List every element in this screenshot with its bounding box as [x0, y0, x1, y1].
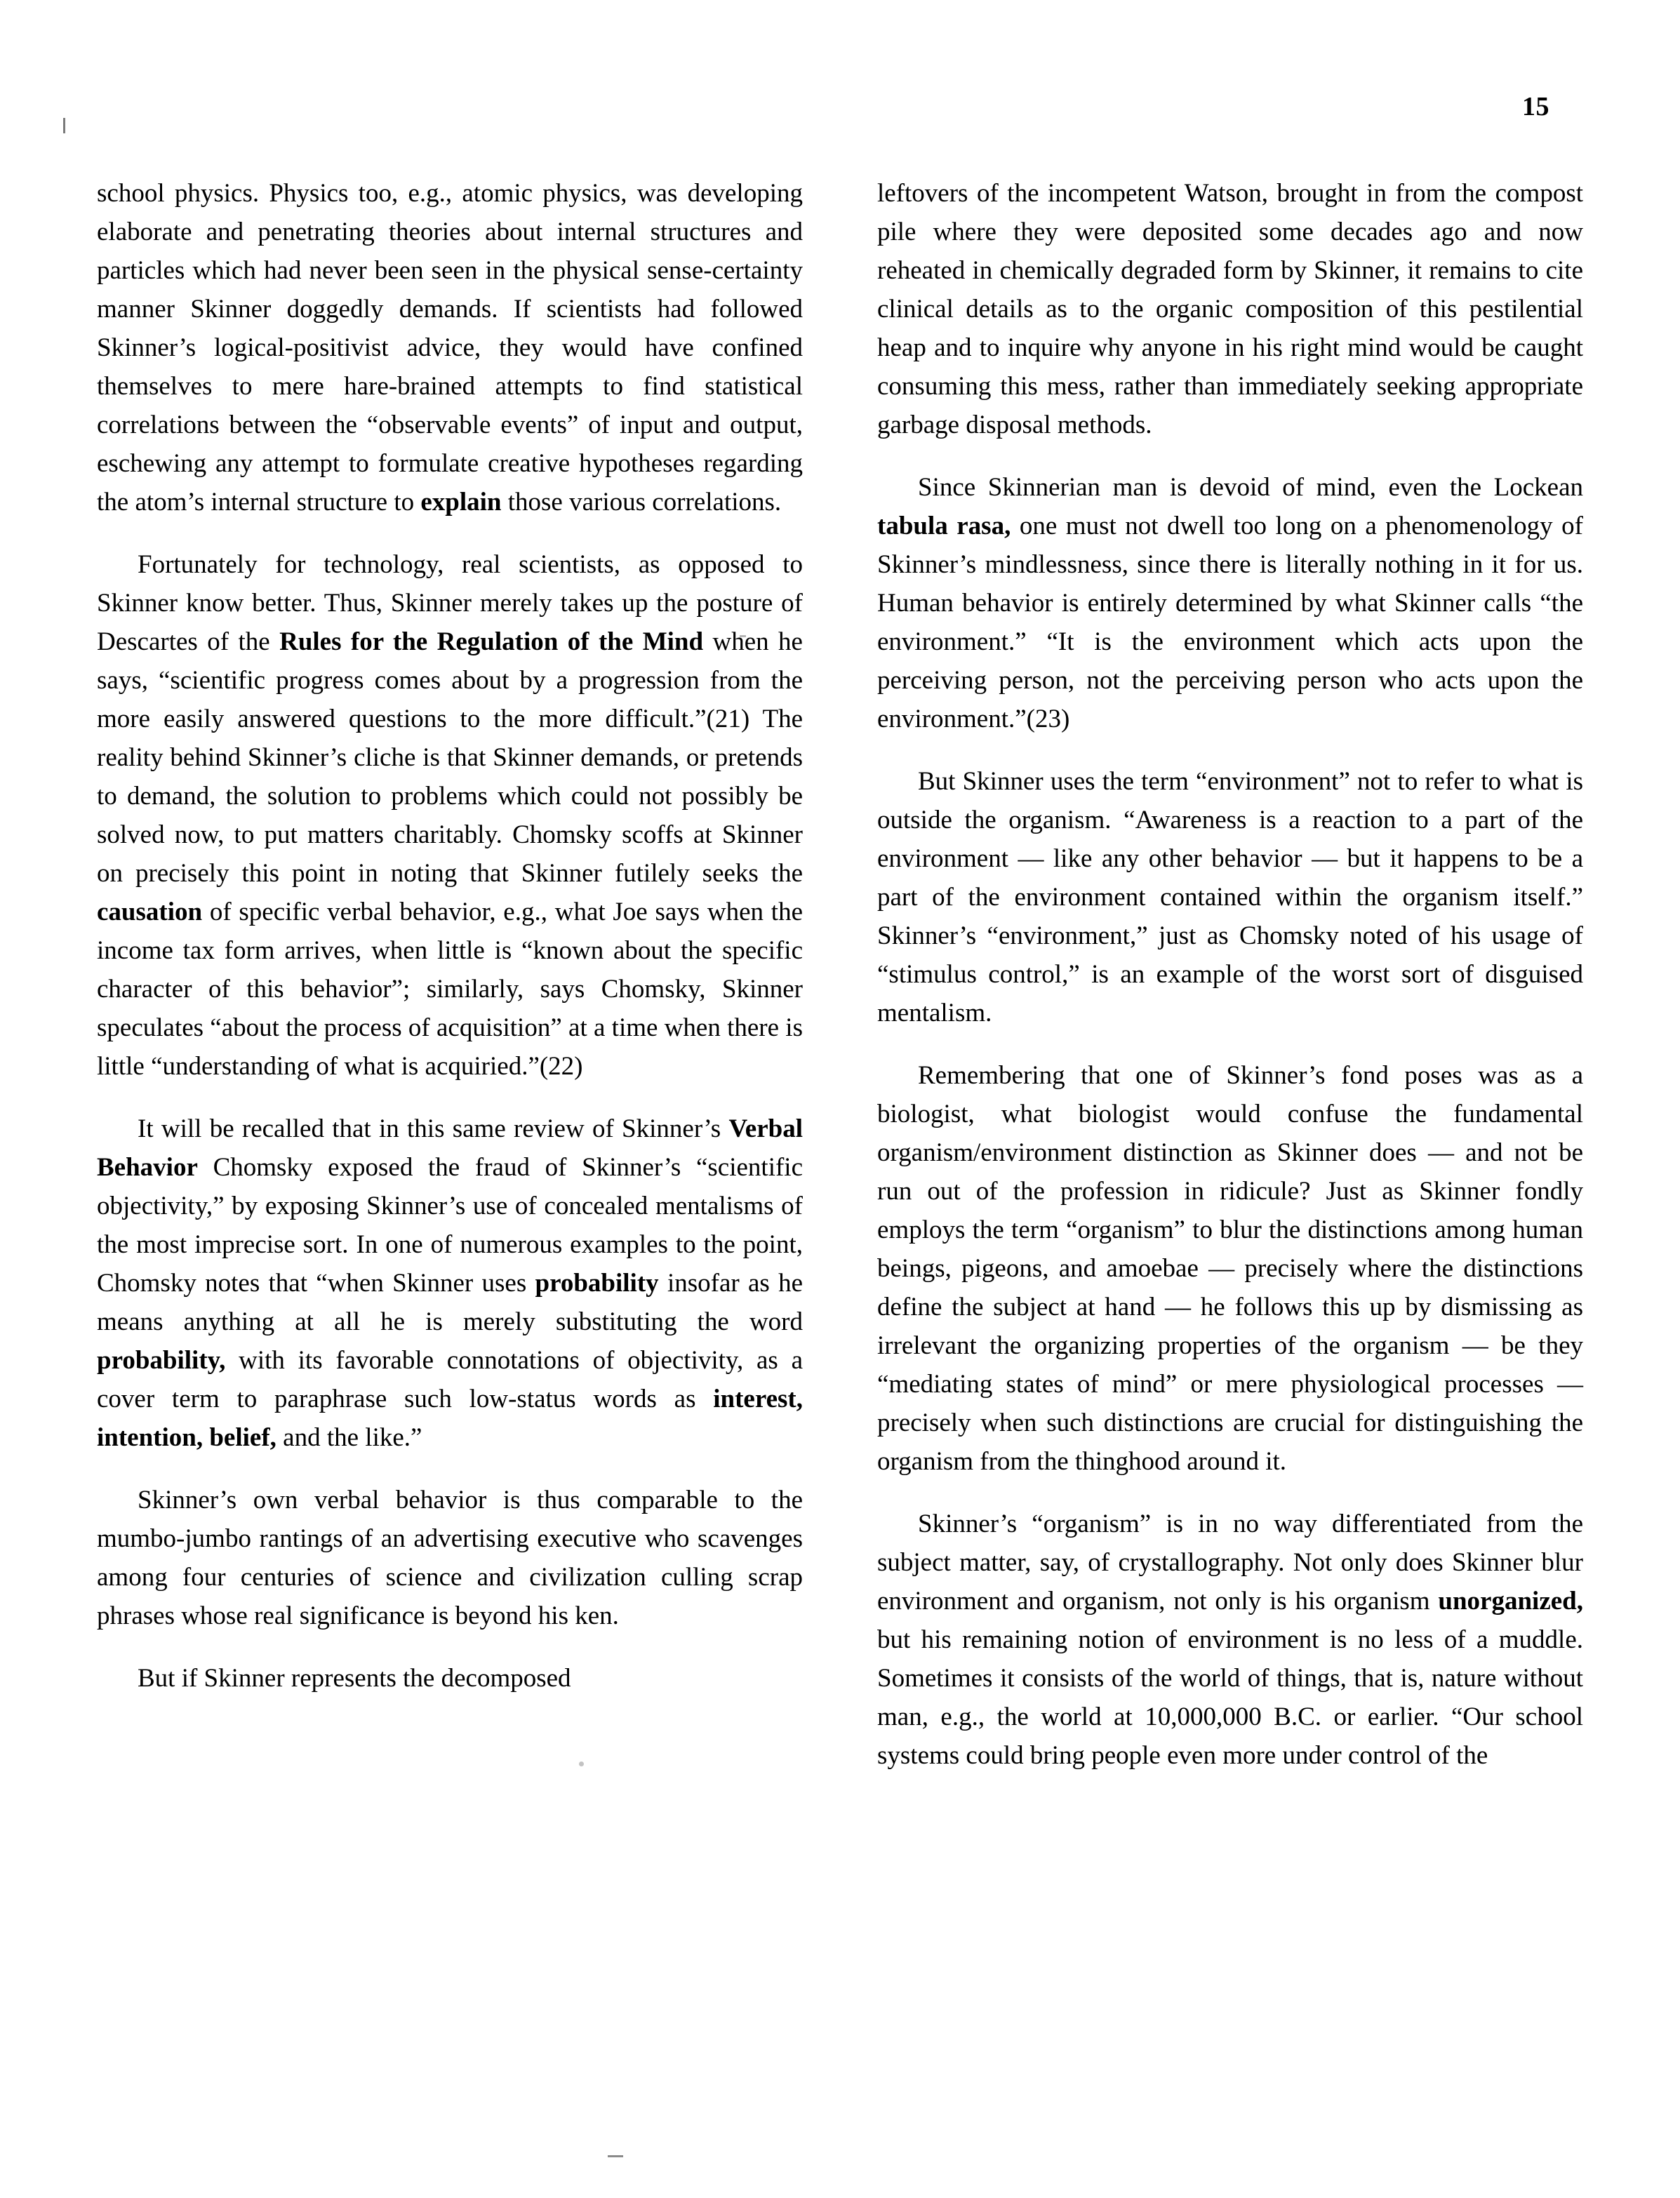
two-column-body: [97, 174, 1583, 1775]
paragraph: Remembering that one of Skinner’s fond poses was as a biologist, what biologist would confuse the fundamental organism/environment distinction as Skinner does — and not be run out of the profession in ridicule? Just as Skinner fondly employs the term “organism” to blur the distinctions among human beings, pigeons, and amoebae — precisely where the distinctions define the subject at hand — he follows this up by dismissing as irrelevant the organizing properties of the organism — be they “mediating states of mind” or mere physiological processes — precisely when such distinctions are crucial for distinguishing the organism from the thinghood around it.: [877, 1061, 1583, 1476]
paragraph: Fortunately for technology, real scientists, as opposed to Skinner know better. Thus, Skinner merely takes up the posture of Descartes of the Rules for the Regulation of the Mind when he says, “scientific progress comes about by a progression from the more easily answered questions to the more difficult.”(21) The reality behind Skinner’s cliche is that Skinner demands, or pretends to demand, the solution to problems which could not possibly be solved now, to put matters charitably. Chomsky scoffs at Skinner on precisely this point in noting that Skinner futilely seeks the causation of specific verbal behavior, e.g., what Joe says when the income tax form arrives, when little is “known about the specific character of this behavior”; similarly, says Chomsky, Skinner speculates “about the process of acquisition” at a time when there is little “understanding of what is acquiried.”(22): [97, 550, 803, 1081]
paragraph: Since Skinnerian man is devoid of mind, even the Lockean tabula rasa, one must not dwell too long on a phenomenology of Skinner’s mindlessness, since there is literally nothing in it for us. Human behavior is entirely determined by what Skinner calls “the environment.” “It is the environment which acts upon the perceiving person, not the perceiving person who acts upon the environment.”(23): [877, 473, 1583, 733]
page-edge-mark: [63, 118, 65, 133]
paragraph: Skinner’s own verbal behavior is thus comparable to the mumbo-jumbo rantings of an advertising executive who scavenges among four centuries of science and civilization culling scrap phrases whose real significance is beyond his ken.: [97, 1486, 803, 1630]
page-bottom-mark: [608, 2155, 623, 2157]
left-column: [97, 174, 803, 1775]
paragraph: It will be recalled that in this same review of Skinner’s Verbal Behavior Chomsky exposed the fraud of Skinner’s “scientific objectivity,” by exposing Skinner’s use of concealed mentalisms of the most imprecise sort. In one of numerous examples to the point, Chomsky notes that “when Skinner uses probability insofar as he means anything at all he is merely substituting the word probability, with its favorable connotations of objectivity, as a cover term to paraphrase such low-status words as interest, intention, belief, and the like.”: [97, 1114, 803, 1452]
paragraph: But if Skinner represents the decomposed: [138, 1664, 571, 1693]
paragraph: leftovers of the incompetent Watson, brought in from the compost pile where they were deposited some decades ago and now reheated in chemically degraded form by Skinner, it remains to cite clinical details as to the organic composition of this pestilential heap and to inquire why anyone in his right mind would be caught consuming this mess, rather than immediately seeking appropriate garbage disposal methods.: [877, 179, 1583, 439]
paragraph: Skinner’s “organism” is in no way differentiated from the subject matter, say, of crystallography. Not only does Skinner blur environment and organism, not only is his organism unorganized, but his remaining notion of environment is no less of a muddle. Sometimes it consists of the world of things, that is, nature without man, e.g., the world at 10,000,000 B.C. or earlier. “Our school systems could bring people even more under control of the: [877, 1510, 1583, 1770]
right-column: [877, 174, 1583, 1775]
paragraph: school physics. Physics too, e.g., atomic physics, was developing elaborate and penetrating theories about internal structures and particles which had never been seen in the physical sense-certainty manner Skinner doggedly demands. If scientists had followed Skinner’s logical-positivist advice, they would have confined themselves to mere hare-brained attempts to find statistical correlations between the “observable events” of input and output, eschewing any attempt to formulate creative hypotheses regarding the atom’s internal structure to explain those various correlations.: [97, 179, 803, 517]
page-number: 15: [1522, 92, 1549, 121]
paragraph: But Skinner uses the term “environment” not to refer to what is outside the organism. “Awareness is a reaction to a part of the environment — like any other behavior — but it happens to be a part of the environment contained within the organism itself.” Skinner’s “environment,” just as Chomsky noted of his usage of “stimulus control,” is an example of the worst sort of disguised mentalism.: [877, 767, 1583, 1027]
